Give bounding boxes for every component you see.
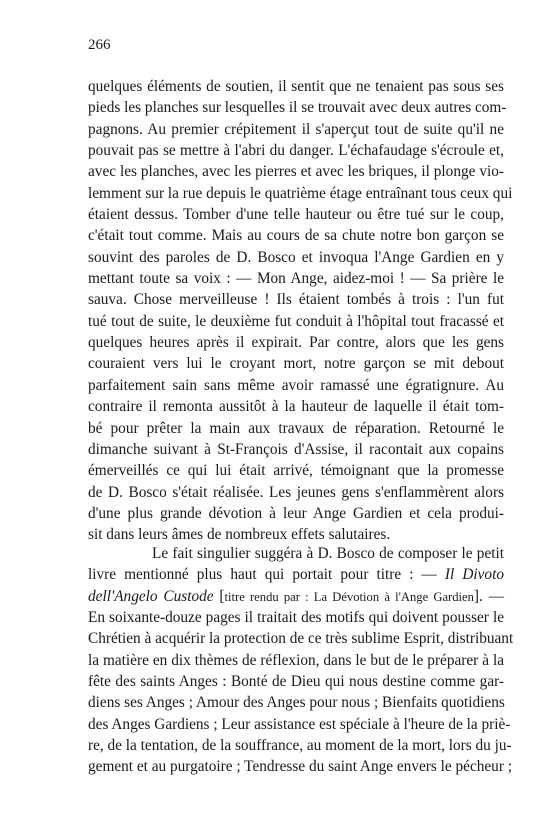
- paragraph-2: [88, 543, 514, 778]
- text-line: la matière en dix thèmes de réflexion, dans le but de le préparer à la: [88, 651, 504, 669]
- text-line: étaient dessus. Tomber d'une telle hauteur ou être tué sur le coup,: [88, 206, 504, 224]
- text-run: [: [213, 587, 225, 605]
- text-line: contraire il remonta aussitôt à la hauteur de laquelle il était tom-: [88, 398, 504, 416]
- text-line: re, de la tentation, de la souffrance, au moment de la mort, lors du ju-: [88, 737, 512, 755]
- text-line: de D. Bosco s'était réalisée. Les jeunes gens s'enflammèrent alors: [88, 483, 504, 501]
- text-line: parfaitement sain sans même avoir ramassé une égratignure. Au: [88, 376, 504, 394]
- text-line: diens ses Anges ; Amour des Anges pour nous ; Bienfaits quotidiens: [88, 694, 505, 712]
- text-line: avec les planches, avec les pierres et avec les briques, il plonge vio-: [88, 163, 504, 181]
- text-line: Le fait singulier suggéra à D. Bosco de composer le petit: [152, 545, 504, 562]
- text-line: fête des saints Anges : Bonté de Dieu qui nous destine comme gar-: [88, 673, 504, 691]
- text-line: En soixante-douze pages il traitait des motifs qui doivent pousser le: [88, 609, 504, 627]
- text-line: lemment sur la rue depuis le quatrième étage entraînant tous ceux qui: [88, 184, 513, 202]
- text-line: tué tout de suite, le deuxième fut conduit à l'hôpital tout fracassé et: [88, 312, 504, 330]
- page-number: 266: [88, 37, 111, 53]
- book-title-italic: dell'Angelo Custode: [88, 587, 214, 605]
- text-line: bé pour prêter la main aux travaux de réparation. Retourné le: [88, 419, 504, 437]
- text-line: sauva. Chose merveilleuse ! Ils étaient tombés à trois : l'un fut: [88, 291, 504, 309]
- text-run: livre mentionné plus haut qui portait pour titre : —: [88, 566, 445, 584]
- translation-note: titre rendu par : La Dévotion à l'Ange Gardien: [224, 589, 474, 604]
- text-line: souvint des paroles de D. Bosco et invoqua l'Ange Gardien en y: [88, 248, 504, 266]
- text-line: pieds les planches sur lesquelles il se trouvait avec deux autres com-: [88, 99, 507, 117]
- text-line: quelques éléments de soutien, il sentit que ne tenaient pas sous ses: [88, 78, 504, 95]
- text-line: quelques heures après il expirait. Par contre, alors que les gens: [88, 334, 504, 352]
- text-line: pagnons. Au premier crépitement il s'aperçut tout de suite qu'il ne: [88, 120, 504, 138]
- text-line: d'une plus grande dévotion à leur Ange Gardien et cela produi-: [88, 504, 504, 522]
- text-line: pouvait pas se mettre à l'abri du danger. L'échafaudage s'écroule et,: [88, 142, 504, 160]
- book-title-italic: Il Divoto: [444, 566, 504, 584]
- text-line: mettant toute sa voix : — Mon Ange, aidez-moi ! — Sa prière le: [88, 270, 504, 288]
- text-line: gement et au purgatoire ; Tendresse du saint Ange envers le pécheur ;: [88, 758, 512, 776]
- text-line: c'était tout comme. Mais au cours de sa chute notre bon garçon se: [88, 227, 504, 245]
- text-line: émerveillés ce qui lui était arrivé, témoignant que la promesse: [88, 462, 504, 480]
- paragraph-1: [88, 76, 513, 546]
- text-line: [88, 564, 504, 585]
- text-line: [88, 586, 504, 607]
- text-line: dimanche suivant à St-François d'Assise, il racontait aux copains: [88, 440, 504, 458]
- text-line: couraient vers lui le croyant mort, notre garçon se mit debout: [88, 355, 504, 373]
- text-run: ]. —: [473, 587, 504, 605]
- text-line: des Anges Gardiens ; Leur assistance est spéciale à l'heure de la priè-: [88, 715, 511, 733]
- text-line: sit dans leurs âmes de nombreux effets salutaires.: [88, 526, 391, 544]
- text-line: Chrétien à acquérir la protection de ce très sublime Esprit, distribuant: [88, 630, 514, 648]
